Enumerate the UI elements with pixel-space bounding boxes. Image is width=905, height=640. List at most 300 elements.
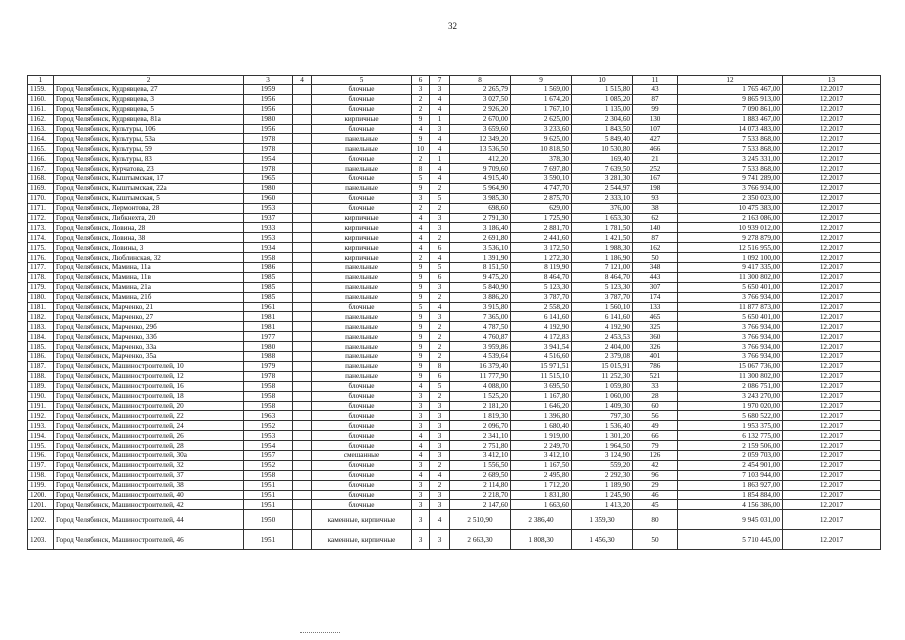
table-row xyxy=(28,381,881,391)
total-area-cell: 5 964,90 xyxy=(450,183,511,193)
residential-area-cell: 169,40 xyxy=(572,154,633,164)
total-area-cell: 3 027,50 xyxy=(450,94,511,104)
floors-cell: 9 xyxy=(412,322,430,332)
year-built-cell: 1979 xyxy=(244,361,293,371)
table-row xyxy=(28,164,881,174)
cost-cell: 5 710 445,00 xyxy=(678,530,783,550)
wall-material-cell: блочные xyxy=(312,391,412,401)
residential-area-cell: 7 121,00 xyxy=(572,263,633,273)
year-built-cell: 1956 xyxy=(244,104,293,114)
address-cell: Город Челябинск, Машиностроителей, 32 xyxy=(54,460,244,470)
total-area-cell: 2 265,79 xyxy=(450,85,511,95)
wall-material-cell: кирпичные xyxy=(312,223,412,233)
col-4-cell xyxy=(293,361,312,371)
table-row xyxy=(28,490,881,500)
wall-material-cell: блочные xyxy=(312,470,412,480)
floors-cell: 4 xyxy=(412,223,430,233)
entrances-cell: 2 xyxy=(430,352,450,362)
floors-cell: 5 xyxy=(412,174,430,184)
living-area-cell: 4 516,60 xyxy=(511,352,572,362)
cost-cell: 7 533 868,00 xyxy=(678,164,783,174)
row-number-cell: 1165. xyxy=(28,144,54,154)
year-built-cell: 1958 xyxy=(244,253,293,263)
row-number-cell: 1171. xyxy=(28,203,54,213)
floors-cell: 10 xyxy=(412,144,430,154)
living-area-cell: 1 712,20 xyxy=(511,480,572,490)
row-number-cell: 1170. xyxy=(28,193,54,203)
living-area-cell: 8 119,90 xyxy=(511,263,572,273)
total-area-cell: 2 114,80 xyxy=(450,480,511,490)
floors-cell: 9 xyxy=(412,342,430,352)
residents-cell: 80 xyxy=(633,510,678,530)
entrances-cell: 2 xyxy=(430,233,450,243)
total-area-cell: 13 536,50 xyxy=(450,144,511,154)
living-area-cell: 2 875,70 xyxy=(511,193,572,203)
col-4-cell xyxy=(293,223,312,233)
row-number-cell: 1167. xyxy=(28,164,54,174)
residents-cell: 360 xyxy=(633,332,678,342)
entrances-cell: 2 xyxy=(430,203,450,213)
table-row xyxy=(28,144,881,154)
deadline-cell: 12.2017 xyxy=(783,450,881,460)
residential-area-cell: 2 304,60 xyxy=(572,114,633,124)
address-cell: Город Челябинск, Марченко, 33б xyxy=(54,332,244,342)
residential-area-cell: 4 192,90 xyxy=(572,322,633,332)
address-cell: Город Челябинск, Машиностроителей, 22 xyxy=(54,411,244,421)
year-built-cell: 1981 xyxy=(244,322,293,332)
address-cell: Город Челябинск, Ловина, 38 xyxy=(54,233,244,243)
deadline-cell: 12.2017 xyxy=(783,411,881,421)
total-area-cell: 4 787,50 xyxy=(450,322,511,332)
residential-area-cell: 7 639,50 xyxy=(572,164,633,174)
living-area-cell: 1 767,10 xyxy=(511,104,572,114)
table-row xyxy=(28,272,881,282)
residents-cell: 29 xyxy=(633,480,678,490)
floors-cell: 8 xyxy=(412,164,430,174)
total-area-cell: 11 777,90 xyxy=(450,371,511,381)
table-row xyxy=(28,470,881,480)
address-cell: Город Челябинск, Культуры, 53а xyxy=(54,134,244,144)
living-area-cell: 1 725,90 xyxy=(511,213,572,223)
residents-cell: 521 xyxy=(633,371,678,381)
entrances-cell: 3 xyxy=(430,450,450,460)
row-number-cell: 1166. xyxy=(28,154,54,164)
col-4-cell xyxy=(293,510,312,530)
row-number-cell: 1160. xyxy=(28,94,54,104)
entrances-cell: 5 xyxy=(430,381,450,391)
year-built-cell: 1988 xyxy=(244,352,293,362)
table-row xyxy=(28,263,881,273)
cost-cell: 3 766 934,00 xyxy=(678,342,783,352)
address-cell: Город Челябинск, Кудрявцева, 5 xyxy=(54,104,244,114)
table-row xyxy=(28,94,881,104)
wall-material-cell: панельные xyxy=(312,164,412,174)
total-area-cell: 3 412,10 xyxy=(450,450,511,460)
floors-cell: 9 xyxy=(412,263,430,273)
cost-cell: 14 073 483,00 xyxy=(678,124,783,134)
col-4-cell xyxy=(293,94,312,104)
row-number-cell: 1179. xyxy=(28,282,54,292)
entrances-cell: 1 xyxy=(430,154,450,164)
floors-cell: 9 xyxy=(412,282,430,292)
row-number-cell: 1189. xyxy=(28,381,54,391)
header-cell: 3 xyxy=(244,76,293,85)
cost-cell: 15 067 736,00 xyxy=(678,361,783,371)
table-row xyxy=(28,114,881,124)
table-row xyxy=(28,174,881,184)
header-cell: 5 xyxy=(312,76,412,85)
entrances-cell: 4 xyxy=(430,134,450,144)
year-built-cell: 1956 xyxy=(244,124,293,134)
entrances-cell: 4 xyxy=(430,94,450,104)
total-area-cell: 16 379,40 xyxy=(450,361,511,371)
address-cell: Город Челябинск, Либкнехта, 20 xyxy=(54,213,244,223)
wall-material-cell: блочные xyxy=(312,431,412,441)
entrances-cell: 4 xyxy=(430,470,450,480)
living-area-cell: 2 881,70 xyxy=(511,223,572,233)
deadline-cell: 12.2017 xyxy=(783,361,881,371)
address-cell: Город Челябинск, Марченко, 35а xyxy=(54,352,244,362)
row-number-cell: 1159. xyxy=(28,85,54,95)
header-cell: 6 xyxy=(412,76,430,85)
residents-cell: 42 xyxy=(633,460,678,470)
year-built-cell: 1952 xyxy=(244,460,293,470)
floors-cell: 4 xyxy=(412,450,430,460)
table-row xyxy=(28,500,881,510)
header-cell: 7 xyxy=(430,76,450,85)
cost-cell: 5 680 522,00 xyxy=(678,411,783,421)
table-row xyxy=(28,312,881,322)
address-cell: Город Челябинск, Кудрявцева, 81а xyxy=(54,114,244,124)
wall-material-cell: панельные xyxy=(312,352,412,362)
year-built-cell: 1985 xyxy=(244,292,293,302)
deadline-cell: 12.2017 xyxy=(783,500,881,510)
total-area-cell: 2 751,80 xyxy=(450,441,511,451)
residential-area-cell: 1 359,30 xyxy=(572,510,633,530)
total-area-cell: 1 819,30 xyxy=(450,411,511,421)
deadline-cell: 12.2017 xyxy=(783,530,881,550)
col-4-cell xyxy=(293,332,312,342)
deadline-cell: 12.2017 xyxy=(783,332,881,342)
col-4-cell xyxy=(293,421,312,431)
wall-material-cell: кирпичные xyxy=(312,213,412,223)
entrances-cell: 3 xyxy=(430,490,450,500)
living-area-cell: 1 663,60 xyxy=(511,500,572,510)
floors-cell: 4 xyxy=(412,431,430,441)
residents-cell: 49 xyxy=(633,421,678,431)
address-cell: Город Челябинск, Мамина, 11в xyxy=(54,272,244,282)
year-built-cell: 1978 xyxy=(244,134,293,144)
col-4-cell xyxy=(293,352,312,362)
deadline-cell: 12.2017 xyxy=(783,124,881,134)
cost-cell: 1 883 467,00 xyxy=(678,114,783,124)
row-number-cell: 1192. xyxy=(28,411,54,421)
residents-cell: 87 xyxy=(633,94,678,104)
col-4-cell xyxy=(293,193,312,203)
deadline-cell: 12.2017 xyxy=(783,302,881,312)
cost-cell: 2 059 703,00 xyxy=(678,450,783,460)
entrances-cell: 3 xyxy=(430,124,450,134)
table-row xyxy=(28,401,881,411)
total-area-cell: 2 096,70 xyxy=(450,421,511,431)
row-number-cell: 1191. xyxy=(28,401,54,411)
table-row xyxy=(28,183,881,193)
total-area-cell: 2 689,50 xyxy=(450,470,511,480)
living-area-cell: 3 941,54 xyxy=(511,342,572,352)
entrances-cell: 3 xyxy=(430,411,450,421)
table-row xyxy=(28,253,881,263)
footer-mark xyxy=(300,632,340,634)
residents-cell: 130 xyxy=(633,114,678,124)
living-area-cell: 1 646,20 xyxy=(511,401,572,411)
floors-cell: 3 xyxy=(412,500,430,510)
row-number-cell: 1190. xyxy=(28,391,54,401)
deadline-cell: 12.2017 xyxy=(783,272,881,282)
cost-cell: 2 163 086,00 xyxy=(678,213,783,223)
col-4-cell xyxy=(293,322,312,332)
cost-cell: 11 877 873,00 xyxy=(678,302,783,312)
header-cell: 2 xyxy=(54,76,244,85)
entrances-cell: 3 xyxy=(430,282,450,292)
residential-area-cell: 1 060,00 xyxy=(572,391,633,401)
col-4-cell xyxy=(293,490,312,500)
row-number-cell: 1201. xyxy=(28,500,54,510)
address-cell: Город Челябинск, Машиностроителей, 12 xyxy=(54,371,244,381)
living-area-cell: 1 674,20 xyxy=(511,94,572,104)
address-cell: Город Челябинск, Ловина, 28 xyxy=(54,223,244,233)
residential-area-cell: 2 404,00 xyxy=(572,342,633,352)
residents-cell: 66 xyxy=(633,431,678,441)
year-built-cell: 1986 xyxy=(244,263,293,273)
floors-cell: 9 xyxy=(412,332,430,342)
floors-cell: 3 xyxy=(412,193,430,203)
entrances-cell: 4 xyxy=(430,510,450,530)
wall-material-cell: панельные xyxy=(312,332,412,342)
deadline-cell: 12.2017 xyxy=(783,312,881,322)
year-built-cell: 1937 xyxy=(244,213,293,223)
residents-cell: 99 xyxy=(633,104,678,114)
floors-cell: 3 xyxy=(412,530,430,550)
residents-cell: 93 xyxy=(633,193,678,203)
address-cell: Город Челябинск, Машиностроителей, 40 xyxy=(54,490,244,500)
row-number-cell: 1177. xyxy=(28,263,54,273)
table-row xyxy=(28,332,881,342)
address-cell: Город Челябинск, Марченко, 27 xyxy=(54,312,244,322)
col-4-cell xyxy=(293,312,312,322)
total-area-cell: 5 840,90 xyxy=(450,282,511,292)
wall-material-cell: блочные xyxy=(312,94,412,104)
cost-cell: 11 300 802,00 xyxy=(678,371,783,381)
wall-material-cell: блочные xyxy=(312,203,412,213)
col-4-cell xyxy=(293,431,312,441)
cost-cell: 1 854 884,00 xyxy=(678,490,783,500)
residents-cell: 43 xyxy=(633,85,678,95)
floors-cell: 3 xyxy=(412,391,430,401)
residential-area-cell: 5 849,40 xyxy=(572,134,633,144)
address-cell: Город Челябинск, Машиностроителей, 28 xyxy=(54,441,244,451)
table-row xyxy=(28,243,881,253)
entrances-cell: 6 xyxy=(430,371,450,381)
floors-cell: 3 xyxy=(412,85,430,95)
col-4-cell xyxy=(293,292,312,302)
row-number-cell: 1181. xyxy=(28,302,54,312)
year-built-cell: 1958 xyxy=(244,381,293,391)
residential-area-cell: 1 843,50 xyxy=(572,124,633,134)
deadline-cell: 12.2017 xyxy=(783,253,881,263)
table-row xyxy=(28,104,881,114)
table-row xyxy=(28,282,881,292)
wall-material-cell: кирпичные xyxy=(312,114,412,124)
residents-cell: 348 xyxy=(633,263,678,273)
col-4-cell xyxy=(293,183,312,193)
cost-cell: 2 159 506,00 xyxy=(678,441,783,451)
year-built-cell: 1960 xyxy=(244,193,293,203)
living-area-cell: 2 386,40 xyxy=(511,510,572,530)
row-number-cell: 1185. xyxy=(28,342,54,352)
residents-cell: 96 xyxy=(633,470,678,480)
residents-cell: 198 xyxy=(633,183,678,193)
cost-cell: 3 766 934,00 xyxy=(678,183,783,193)
wall-material-cell: кирпичные xyxy=(312,253,412,263)
year-built-cell: 1978 xyxy=(244,371,293,381)
header-cell: 1 xyxy=(28,76,54,85)
year-built-cell: 1959 xyxy=(244,85,293,95)
row-number-cell: 1169. xyxy=(28,183,54,193)
floors-cell: 4 xyxy=(412,381,430,391)
address-cell: Город Челябинск, Машиностроителей, 20 xyxy=(54,401,244,411)
address-cell: Город Челябинск, Машиностроителей, 10 xyxy=(54,361,244,371)
floors-cell: 2 xyxy=(412,104,430,114)
year-built-cell: 1950 xyxy=(244,510,293,530)
address-cell: Город Челябинск, Марченко, 33а xyxy=(54,342,244,352)
address-cell: Город Челябинск, Машиностроителей, 37 xyxy=(54,470,244,480)
floors-cell: 2 xyxy=(412,203,430,213)
residents-cell: 443 xyxy=(633,272,678,282)
row-number-cell: 1187. xyxy=(28,361,54,371)
deadline-cell: 12.2017 xyxy=(783,263,881,273)
header-cell: 11 xyxy=(633,76,678,85)
year-built-cell: 1951 xyxy=(244,490,293,500)
living-area-cell: 4 192,90 xyxy=(511,322,572,332)
residential-area-cell: 5 123,30 xyxy=(572,282,633,292)
residents-cell: 427 xyxy=(633,134,678,144)
table-row xyxy=(28,302,881,312)
residents-cell: 401 xyxy=(633,352,678,362)
living-area-cell: 8 464,70 xyxy=(511,272,572,282)
deadline-cell: 12.2017 xyxy=(783,322,881,332)
residents-cell: 325 xyxy=(633,322,678,332)
address-cell: Город Челябинск, Машиностроителей, 38 xyxy=(54,480,244,490)
col-4-cell xyxy=(293,530,312,550)
residential-area-cell: 2 292,30 xyxy=(572,470,633,480)
floors-cell: 4 xyxy=(412,233,430,243)
total-area-cell: 4 915,40 xyxy=(450,174,511,184)
total-area-cell: 2 670,00 xyxy=(450,114,511,124)
residential-area-cell: 2 453,53 xyxy=(572,332,633,342)
living-area-cell: 3 787,70 xyxy=(511,292,572,302)
residents-cell: 465 xyxy=(633,312,678,322)
deadline-cell: 12.2017 xyxy=(783,282,881,292)
address-cell: Город Челябинск, Кыштымская, 5 xyxy=(54,193,244,203)
floors-cell: 5 xyxy=(412,302,430,312)
year-built-cell: 1981 xyxy=(244,312,293,322)
cost-cell: 4 156 386,00 xyxy=(678,500,783,510)
residential-area-cell: 1 456,30 xyxy=(572,530,633,550)
table-row xyxy=(28,134,881,144)
total-area-cell: 4 539,64 xyxy=(450,352,511,362)
deadline-cell: 12.2017 xyxy=(783,470,881,480)
deadline-cell: 12.2017 xyxy=(783,203,881,213)
header-cell: 12 xyxy=(678,76,783,85)
residential-area-cell: 1 085,20 xyxy=(572,94,633,104)
table-row xyxy=(28,213,881,223)
deadline-cell: 12.2017 xyxy=(783,164,881,174)
col-4-cell xyxy=(293,174,312,184)
row-number-cell: 1182. xyxy=(28,312,54,322)
total-area-cell: 7 365,00 xyxy=(450,312,511,322)
floors-cell: 4 xyxy=(412,124,430,134)
living-area-cell: 2 558,20 xyxy=(511,302,572,312)
col-4-cell xyxy=(293,253,312,263)
col-4-cell xyxy=(293,391,312,401)
residents-cell: 45 xyxy=(633,500,678,510)
residential-area-cell: 3 787,70 xyxy=(572,292,633,302)
col-4-cell xyxy=(293,114,312,124)
entrances-cell: 5 xyxy=(430,193,450,203)
residential-area-cell: 1 135,00 xyxy=(572,104,633,114)
floors-cell: 9 xyxy=(412,114,430,124)
floors-cell: 3 xyxy=(412,401,430,411)
residential-area-cell: 11 252,30 xyxy=(572,371,633,381)
address-cell: Город Челябинск, Марченко, 29б xyxy=(54,322,244,332)
address-cell: Город Челябинск, Кыштымская, 22а xyxy=(54,183,244,193)
floors-cell: 3 xyxy=(412,480,430,490)
col-4-cell xyxy=(293,213,312,223)
year-built-cell: 1985 xyxy=(244,272,293,282)
deadline-cell: 12.2017 xyxy=(783,342,881,352)
year-built-cell: 1933 xyxy=(244,223,293,233)
floors-cell: 9 xyxy=(412,352,430,362)
living-area-cell: 15 971,51 xyxy=(511,361,572,371)
cost-cell: 9 278 879,00 xyxy=(678,233,783,243)
table-row xyxy=(28,203,881,213)
total-area-cell: 1 391,90 xyxy=(450,253,511,263)
col-4-cell xyxy=(293,243,312,253)
address-cell: Город Челябинск, Кудрявцева, 27 xyxy=(54,85,244,95)
residents-cell: 126 xyxy=(633,450,678,460)
floors-cell: 2 xyxy=(412,154,430,164)
col-4-cell xyxy=(293,441,312,451)
residential-area-cell: 10 530,80 xyxy=(572,144,633,154)
year-built-cell: 1956 xyxy=(244,94,293,104)
deadline-cell: 12.2017 xyxy=(783,490,881,500)
header-cell: 13 xyxy=(783,76,881,85)
floors-cell: 4 xyxy=(412,441,430,451)
entrances-cell: 3 xyxy=(430,223,450,233)
living-area-cell: 7 697,80 xyxy=(511,164,572,174)
residents-cell: 60 xyxy=(633,401,678,411)
total-area-cell: 3 186,40 xyxy=(450,223,511,233)
floors-cell: 3 xyxy=(412,460,430,470)
total-area-cell: 2 663,30 xyxy=(450,530,511,550)
wall-material-cell: блочные xyxy=(312,421,412,431)
year-built-cell: 1958 xyxy=(244,401,293,411)
living-area-cell: 10 818,50 xyxy=(511,144,572,154)
year-built-cell: 1977 xyxy=(244,332,293,342)
address-cell: Город Челябинск, Мамина, 11а xyxy=(54,263,244,273)
total-area-cell: 2 926,20 xyxy=(450,104,511,114)
living-area-cell: 2 495,80 xyxy=(511,470,572,480)
